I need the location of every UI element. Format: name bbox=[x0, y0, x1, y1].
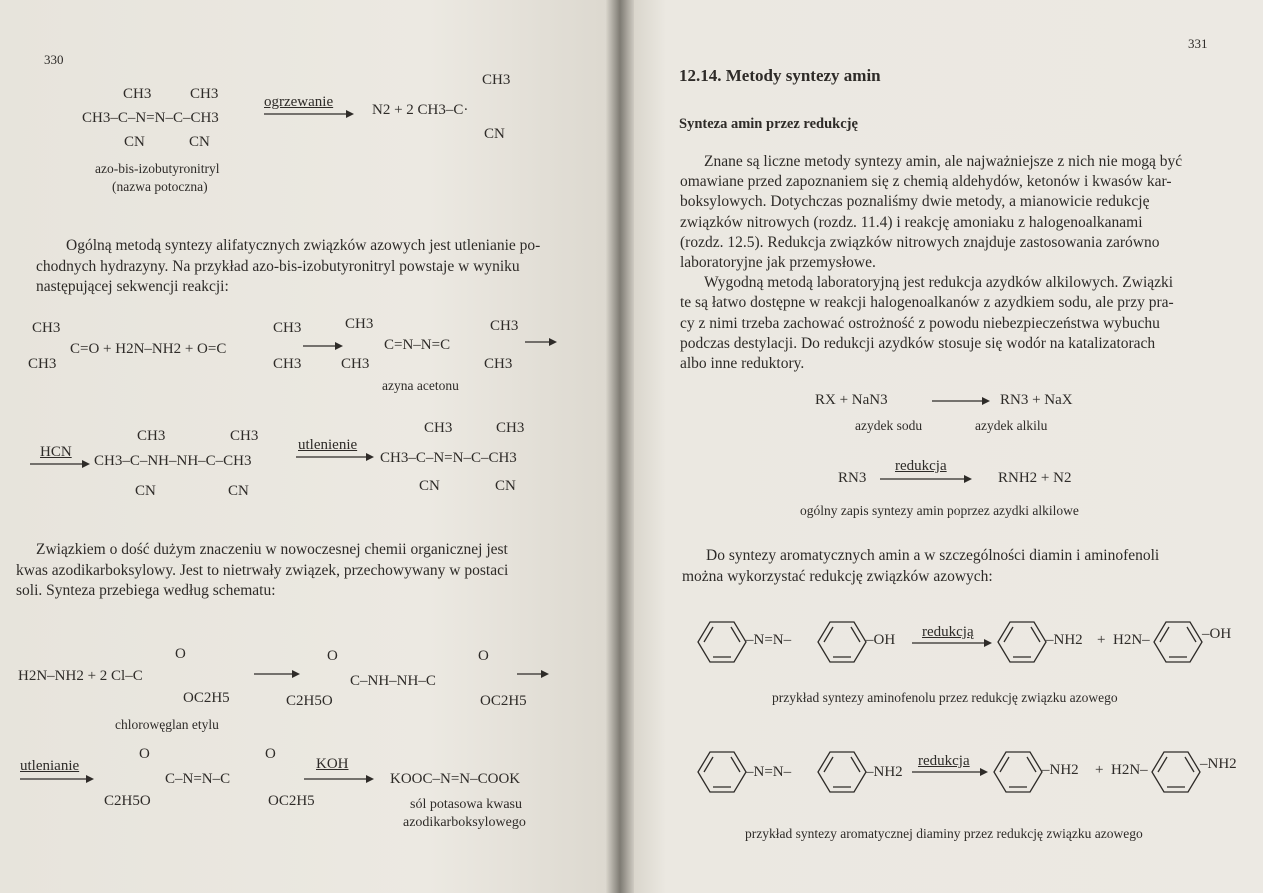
chem-label: OC2H5 bbox=[183, 690, 230, 706]
reaction-arrow bbox=[912, 638, 992, 648]
chem-label: CH3 bbox=[123, 86, 152, 102]
paragraph-amine-methods bbox=[680, 152, 1226, 374]
chem-label: CH3 bbox=[137, 428, 166, 444]
compound-name-note: (nazwa potoczna) bbox=[112, 179, 208, 194]
text-line: albo inne reduktory. bbox=[680, 355, 805, 373]
reaction-arrow bbox=[264, 109, 354, 119]
chem-label: CH3 bbox=[424, 420, 453, 436]
arrow-label: HCN bbox=[40, 444, 72, 460]
scheme-caption: przykład syntezy aromatycznej diaminy przez redukcję związku azowego bbox=[745, 826, 1143, 841]
compound-name: chlorowęglan etylu bbox=[115, 717, 219, 732]
reaction-arrow bbox=[20, 774, 94, 784]
chem-formula: C–NH–NH–C bbox=[350, 673, 436, 689]
chem-label: CN bbox=[228, 483, 249, 499]
text-line: Ogólną metodą syntezy alifatycznych związków azowych jest utlenianie po- bbox=[66, 237, 541, 254]
chem-formula: C=O + H2N–NH2 + O=C bbox=[70, 341, 227, 357]
paragraph-hydrazine-oxidation bbox=[36, 236, 556, 298]
page-number-right: 331 bbox=[1188, 36, 1208, 51]
chem-label: C2H5O bbox=[286, 693, 333, 709]
arrow-label: redukcją bbox=[922, 624, 974, 640]
reaction-arrow bbox=[912, 767, 988, 777]
chem-label: CN bbox=[419, 478, 440, 494]
chem-label: + bbox=[1097, 632, 1106, 648]
chem-label: –OH bbox=[866, 632, 896, 648]
chem-label: O bbox=[139, 746, 150, 762]
chem-label: O bbox=[327, 648, 338, 664]
arrow-label: utlenianie bbox=[20, 758, 80, 774]
subsection-title: Synteza amin przez redukcję bbox=[679, 116, 858, 132]
chem-label: CN bbox=[189, 134, 210, 150]
text-line: omawiane przed zapoznaniem się z chemią aldehydów, ketonów i kwasów kar- bbox=[680, 173, 1172, 191]
chem-label: CH3 bbox=[190, 86, 219, 102]
paragraph-azodicarboxylic bbox=[16, 540, 558, 602]
chem-formula: C–N=N–C bbox=[165, 771, 231, 787]
chem-label: CN bbox=[495, 478, 516, 494]
chem-products: N2 + 2 CH3–C· bbox=[372, 102, 469, 118]
text-line: (rozdz. 12.5). Redukcja związków nitrowych znajduje zastosowania zarówno bbox=[680, 233, 1160, 251]
scheme-caption: przykład syntezy aminofenolu przez redukcję związku azowego bbox=[772, 690, 1118, 705]
text-line: następującej sekwencji reakcji: bbox=[36, 278, 229, 295]
chem-label: CH3 bbox=[273, 356, 302, 372]
chem-formula: KOOC–N=N–COOK bbox=[390, 771, 521, 787]
page-number-left: 330 bbox=[44, 52, 64, 67]
chem-label: C2H5O bbox=[104, 793, 151, 809]
reaction-arrow bbox=[296, 452, 374, 462]
text-line: chodnych hydrazyny. Na przykład azo-bis-izobutyronitryl powstaje w wyniku bbox=[36, 257, 520, 275]
arrow-label: KOH bbox=[316, 756, 349, 772]
chem-label: CH3 bbox=[484, 356, 513, 372]
text-line: podczas destylacji. Do redukcji azydków stosuje się wodór na katalizatorach bbox=[680, 334, 1156, 352]
chem-label: CH3 bbox=[496, 420, 525, 436]
section-title: 12.14. Metody syntezy amin bbox=[679, 66, 881, 85]
chem-label: OC2H5 bbox=[268, 793, 315, 809]
text-line: te są łatwo dostępne w reakcji halogenoalkanów z azydkiem sodu, ale przy pra- bbox=[680, 294, 1174, 312]
chem-label: –NH2 bbox=[1046, 632, 1083, 648]
reaction-arrow bbox=[254, 669, 300, 679]
text-line: boksylowych. Dotychczas poznaliśmy dwie metody, a mianowicie redukcję bbox=[680, 193, 1150, 211]
arrow-label: ogrzewanie bbox=[264, 94, 334, 110]
text-line: Związkiem o dość dużym znaczeniu w nowoczesnej chemii organicznej jest bbox=[36, 541, 508, 558]
equation-caption: ogólny zapis syntezy amin poprzez azydki alkilowe bbox=[800, 503, 1079, 518]
compound-name: azydek sodu bbox=[855, 418, 923, 433]
chem-formula: CH3–C–N=N–C–CH3 bbox=[82, 110, 219, 126]
chem-formula: CH3–C–N=N–C–CH3 bbox=[380, 450, 517, 466]
chem-label: O bbox=[478, 648, 489, 664]
chem-label: H2N– bbox=[1111, 762, 1148, 778]
text-line: Wygodną metodą laboratoryjną jest redukcja azydków alkilowych. Związki bbox=[704, 274, 1174, 292]
chem-label: CH3 bbox=[273, 320, 302, 336]
text-line: Do syntezy aromatycznych amin a w szczególności diamin i aminofenoli bbox=[706, 547, 1160, 564]
chem-label: –N=N– bbox=[746, 632, 792, 648]
chem-label: O bbox=[265, 746, 276, 762]
compound-name: azyna acetonu bbox=[382, 378, 459, 393]
book-gutter bbox=[606, 0, 634, 893]
text-line: związków nitrowych (rozdz. 11.4) i reakcję amoniaku z halogenoalkanami bbox=[680, 213, 1143, 231]
compound-name: azodikarboksylowego bbox=[403, 815, 526, 830]
chem-formula: RNH2 + N2 bbox=[998, 470, 1072, 486]
chem-label: CH3 bbox=[28, 356, 57, 372]
text-line: kwas azodikarboksylowy. Jest to nietrwały związek, przechowywany w postaci bbox=[16, 561, 509, 579]
chem-formula: CH3–C–NH–NH–C–CH3 bbox=[94, 453, 252, 469]
text-line: soli. Synteza przebiega według schematu: bbox=[16, 582, 276, 599]
chem-label: CN bbox=[484, 126, 505, 142]
paragraph-aromatic-amines bbox=[682, 546, 1227, 587]
chem-label: CH3 bbox=[230, 428, 259, 444]
reaction-arrow bbox=[304, 774, 374, 784]
chem-formula: H2N–NH2 + 2 Cl–C bbox=[18, 668, 143, 684]
chem-formula: RN3 + NaX bbox=[1000, 392, 1073, 408]
reaction-arrow bbox=[932, 396, 990, 406]
chem-label: CH3 bbox=[490, 318, 519, 334]
chem-label: –OH bbox=[1202, 626, 1232, 642]
chem-label: CH3 bbox=[32, 320, 61, 336]
text-line: można wykorzystać redukcję związków azowych: bbox=[682, 567, 993, 585]
reaction-arrow bbox=[30, 459, 90, 469]
chem-label: CH3 bbox=[341, 356, 370, 372]
chem-label: OC2H5 bbox=[480, 693, 527, 709]
reaction-arrow bbox=[525, 337, 557, 347]
compound-name: azo-bis-izobutyronitryl bbox=[95, 161, 220, 176]
chem-label: O bbox=[175, 646, 186, 662]
arrow-label: utlenienie bbox=[298, 437, 358, 453]
chem-label: CH3 bbox=[345, 316, 374, 332]
compound-name: azydek alkilu bbox=[975, 418, 1048, 433]
chem-label: –N=N– bbox=[746, 764, 792, 780]
arrow-label: redukcja bbox=[895, 458, 947, 474]
chem-label: –NH2 bbox=[866, 764, 903, 780]
chem-label: CN bbox=[124, 134, 145, 150]
chem-label: CN bbox=[135, 483, 156, 499]
chem-label: + bbox=[1095, 762, 1104, 778]
text-line: laboratoryjne jak przemysłowe. bbox=[680, 254, 876, 272]
chem-label: –NH2 bbox=[1042, 762, 1079, 778]
chem-label: H2N– bbox=[1113, 632, 1150, 648]
reaction-arrow bbox=[880, 474, 972, 484]
text-line: cy z nimi trzeba zachować ostrożność z powodu niebezpieczeństwa wybuchu bbox=[680, 314, 1160, 332]
text-line: Znane są liczne metody syntezy amin, ale najważniejsze z nich nie mogą być bbox=[704, 153, 1183, 170]
chem-label: CH3 bbox=[482, 72, 511, 88]
reaction-arrow bbox=[517, 669, 549, 679]
chem-formula: C=N–N=C bbox=[384, 337, 451, 353]
compound-name: sól potasowa kwasu bbox=[410, 797, 522, 812]
chem-label: –NH2 bbox=[1200, 756, 1237, 772]
chem-formula: RN3 bbox=[838, 470, 867, 486]
reaction-arrow bbox=[303, 341, 343, 351]
chem-formula: RX + NaN3 bbox=[815, 392, 888, 408]
arrow-label: redukcja bbox=[918, 753, 970, 769]
